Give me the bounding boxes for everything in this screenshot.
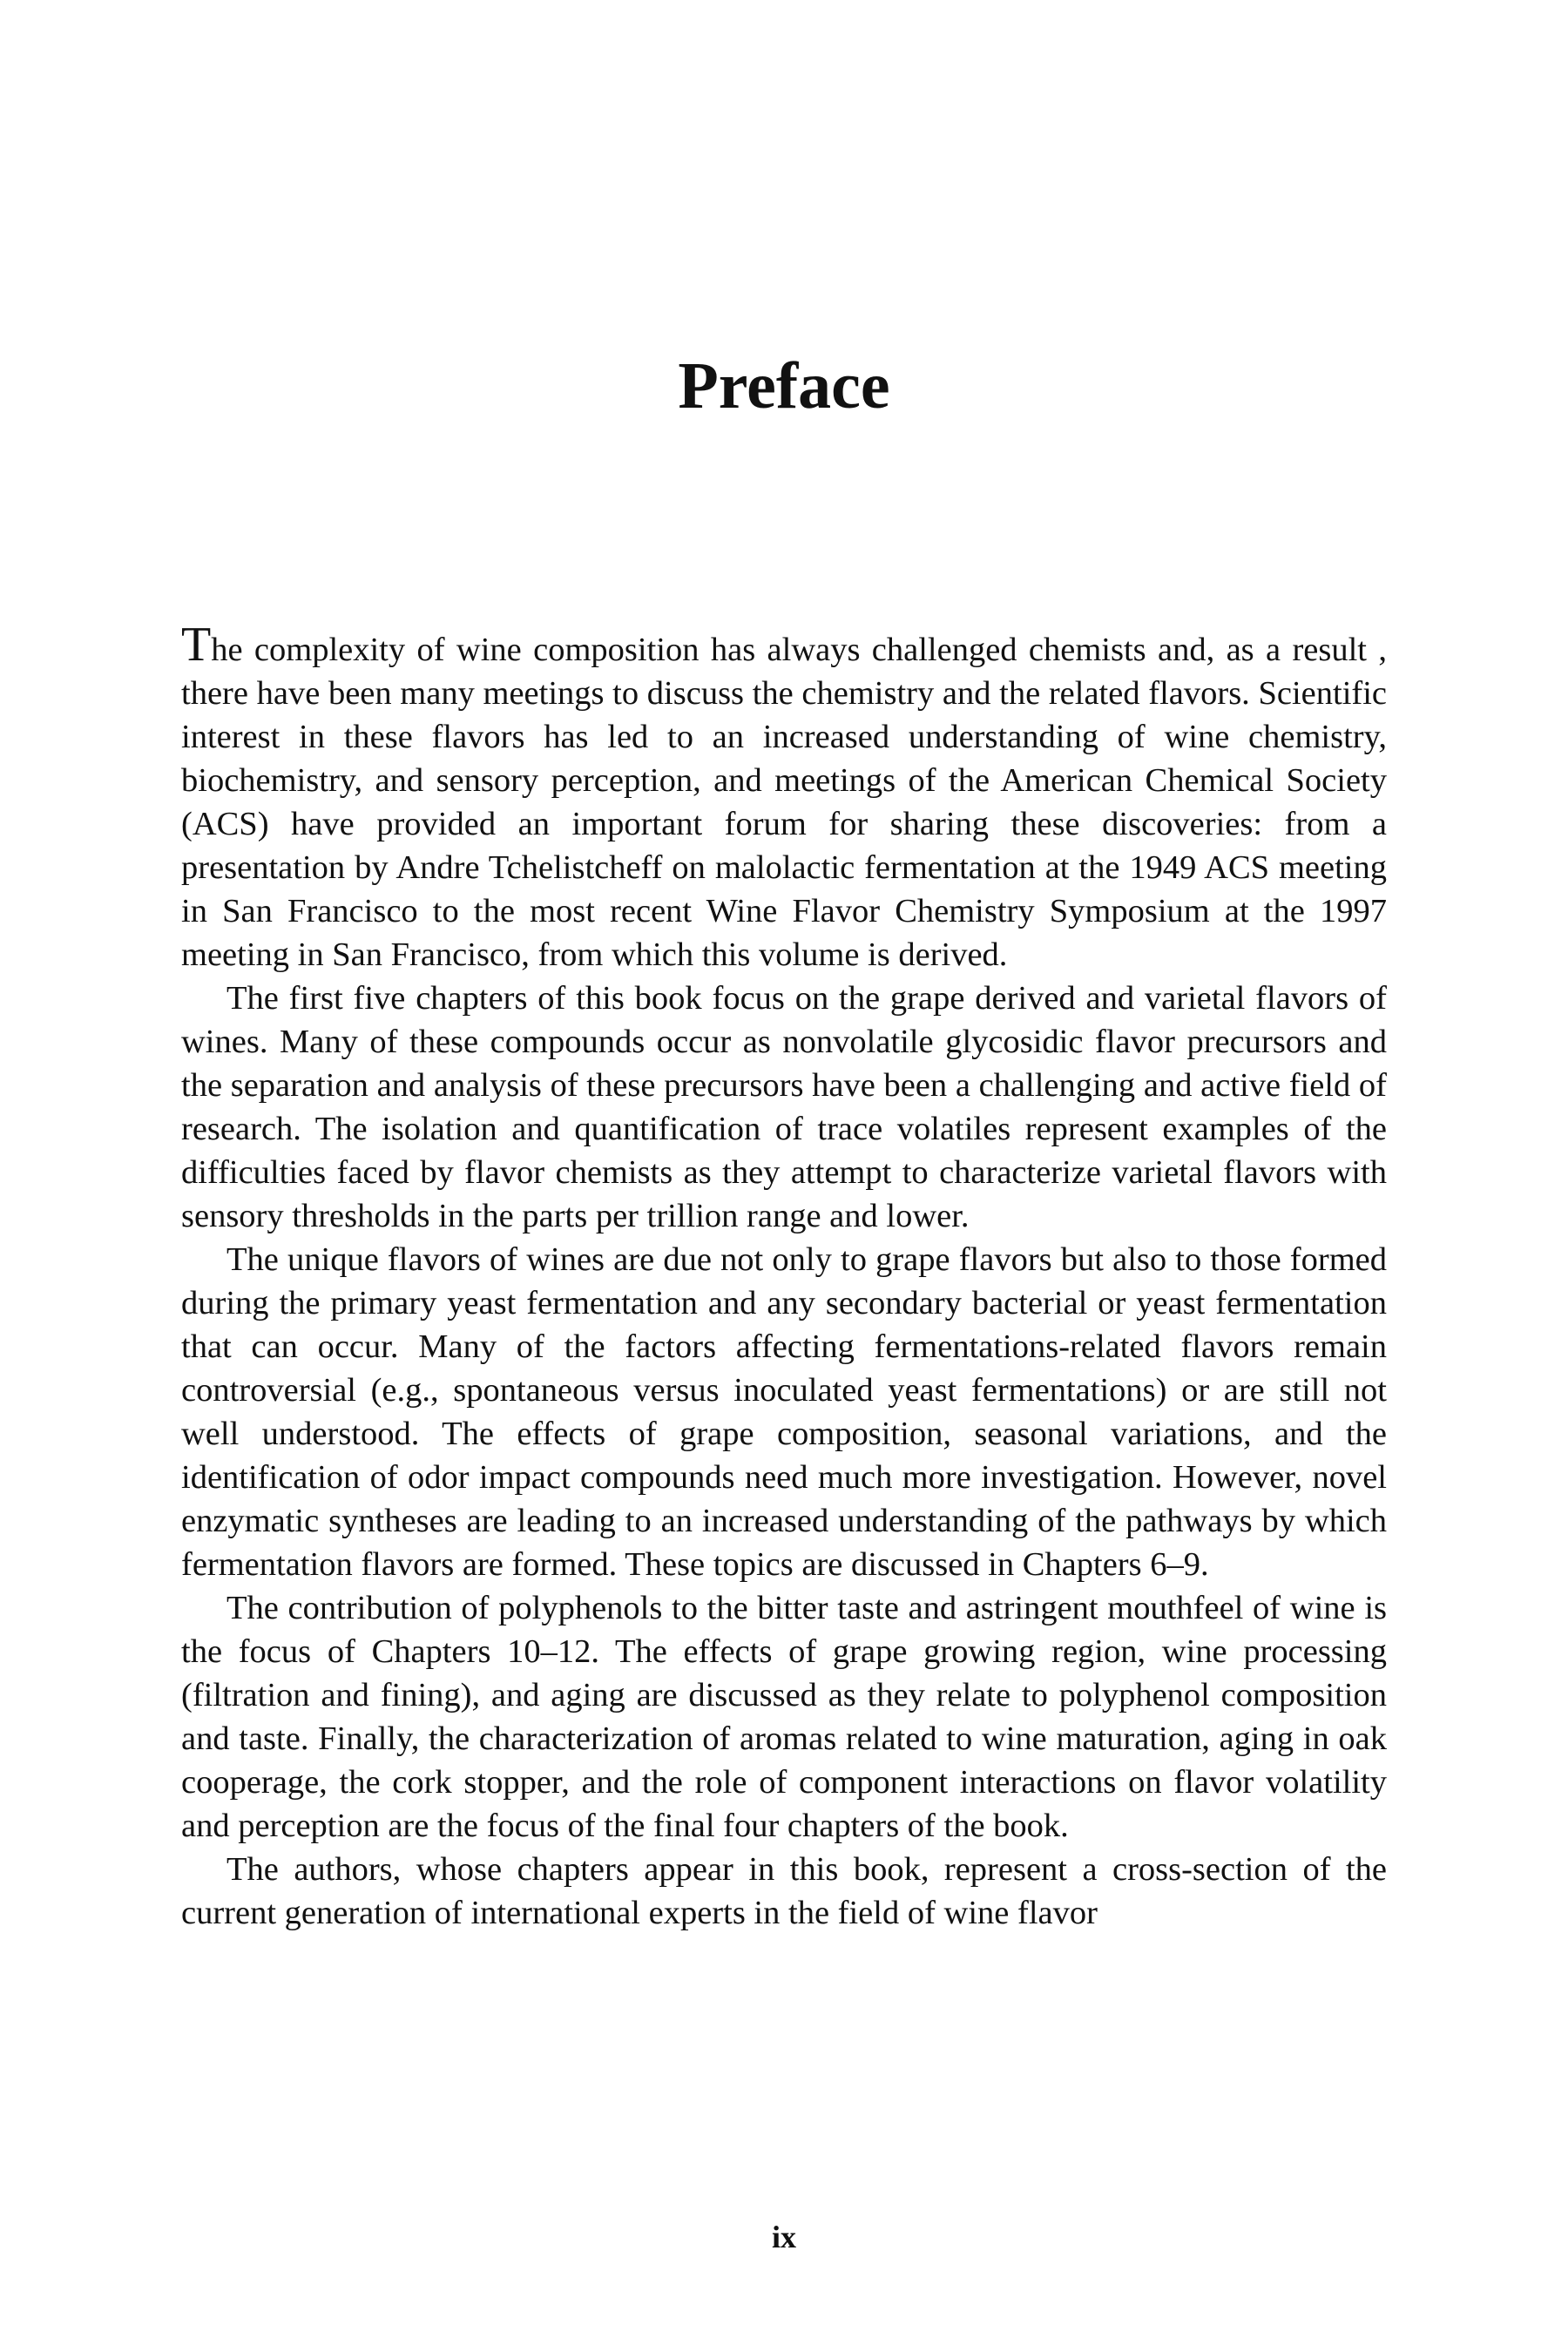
preface-body (181, 620, 1387, 1935)
page-title: Preface (678, 349, 890, 422)
paragraph-3: The unique flavors of wines are due not only to grape flavors but also to those formed during the primary yeast fermentation and any secondary bacterial or yeast fermentation that can occur. Many of the factors affecting fermentations-related flavors remain controversial (e.g., spontaneous versus inoculated yeast fermentations) or are still not well understood. The effects of grape composition, seasonal variations, and the identification of odor impact compounds need much more investigation. However, novel enzymatic syntheses are leading to an increased understanding of the pathways by which fermentation flavors are formed. These topics are discussed in Chapters 6–9. (181, 1241, 1387, 1583)
page-number: ix (771, 2220, 796, 2254)
paragraph-5: The authors, whose chapters appear in this book, represent a cross-section of the current generation of international experts in the field of wine flavor (181, 1851, 1387, 1931)
paragraph-1-text: he complexity of wine composition has always challenged chemists and, as a result , there have been many meetings to discuss the chemistry and the related flavors. Scientific interest in these flavors has led to an increased understanding of wine chemistry, biochemistry, and sensory perception, and meetings of the American Chemical Society (ACS) have provided an important forum for sharing these discoveries: from a presentation by Andre Tchelistcheff on malolactic fermentation at the 1949 ACS meeting in San Francisco to the most recent Wine Flavor Chemistry Symposium at the 1997 meeting in San Francisco, from which this volume is derived. (181, 632, 1387, 973)
paragraph-1 (181, 620, 1387, 977)
paragraph-2: The first five chapters of this book focus on the grape derived and varietal flavors of wines. Many of these compounds occur as nonvolatile glycosidic flavor precursors and the separation and analysis of these precursors have been a challenging and active field of research. The isolation and quantification of trace volatiles represent examples of the difficulties faced by flavor chemists as they attempt to characterize varietal flavors with sensory thresholds in the parts per trillion range and lower. (181, 980, 1387, 1234)
paragraph-1-initial: T (181, 618, 212, 672)
paragraph-4: The contribution of polyphenols to the bitter taste and astringent mouthfeel of wine is the focus of Chapters 10–12. The effects of grape growing region, wine processing (filtration and fining), and aging are discussed as they relate to polyphenol composition and taste. Finally, the characterization of aromas related to wine maturation, aging in oak cooperage, the cork stopper, and the role of component interactions on flavor volatility and perception are the focus of the final four chapters of the book. (181, 1590, 1387, 1844)
